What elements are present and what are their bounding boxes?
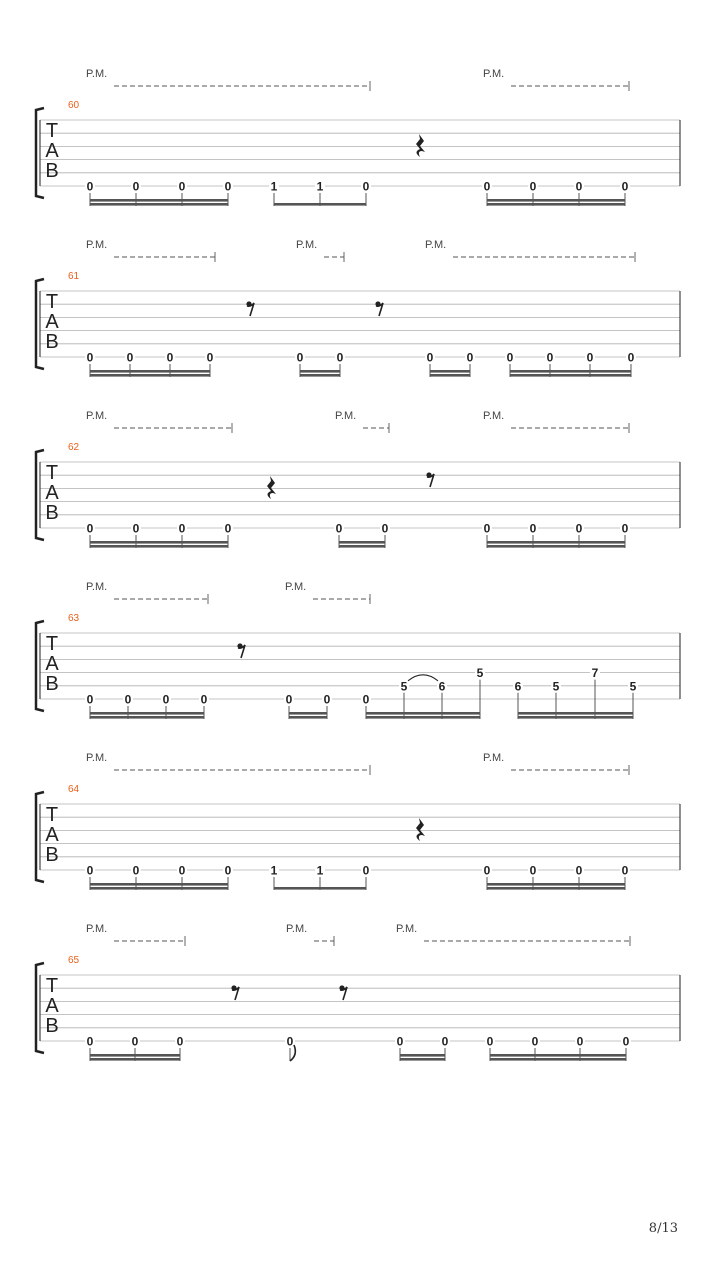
beam [274, 203, 366, 206]
fret-number: 0 [396, 1034, 404, 1049]
tab-clef-letter: T [45, 120, 59, 142]
beam [90, 712, 204, 715]
beam [510, 370, 631, 373]
beam [490, 1058, 626, 1061]
tab-clef-letter: A [45, 482, 59, 504]
tab-clef-letter: T [45, 804, 59, 826]
fret-number: 0 [483, 179, 491, 194]
fret-number: 0 [627, 350, 635, 365]
fret-number: 6 [438, 679, 446, 694]
fret-number: 0 [86, 179, 94, 194]
palm-mute-label: P.M. [86, 923, 108, 935]
fret-number: 6 [514, 679, 522, 694]
tab-clef-letter: B [45, 331, 59, 353]
beam [487, 199, 625, 202]
palm-mute-label: P.M. [286, 923, 308, 935]
beam [300, 370, 340, 373]
tab-clef-letter: B [45, 844, 59, 866]
measure-number: 62 [68, 442, 80, 453]
fret-number: 0 [86, 350, 94, 365]
beam [487, 203, 625, 206]
fret-number: 0 [162, 692, 170, 707]
fret-number: 0 [362, 692, 370, 707]
fret-number: 0 [576, 1034, 584, 1049]
fret-number: 0 [483, 863, 491, 878]
palm-mute-label: P.M. [335, 410, 357, 422]
beam [430, 370, 470, 373]
quarter-rest [416, 134, 425, 157]
fret-number: 0 [176, 1034, 184, 1049]
fret-number: 1 [270, 179, 278, 194]
fret-number: 0 [621, 863, 629, 878]
fret-number: 5 [552, 679, 560, 694]
measure-number: 61 [68, 271, 80, 282]
beam [487, 545, 625, 548]
beam [90, 716, 204, 719]
fret-number: 1 [316, 863, 324, 878]
fret-number: 0 [178, 863, 186, 878]
beam [90, 370, 210, 373]
tab-clef-letter: T [45, 633, 59, 655]
fret-number: 0 [323, 692, 331, 707]
fret-number: 0 [362, 863, 370, 878]
fret-number: 0 [362, 179, 370, 194]
fret-number: 0 [586, 350, 594, 365]
beam [90, 541, 228, 544]
fret-number: 0 [426, 350, 434, 365]
fret-number: 0 [86, 1034, 94, 1049]
fret-number: 5 [629, 679, 637, 694]
palm-mute-label: P.M. [396, 923, 418, 935]
fret-number: 0 [224, 179, 232, 194]
beam [90, 887, 228, 890]
fret-number: 0 [575, 521, 583, 536]
fret-number: 0 [575, 179, 583, 194]
fret-number: 0 [132, 863, 140, 878]
palm-mute-label: P.M. [86, 581, 108, 593]
beam [487, 541, 625, 544]
fret-number: 0 [286, 1034, 294, 1049]
beam [518, 716, 633, 719]
fret-number: 0 [486, 1034, 494, 1049]
palm-mute-label: P.M. [285, 581, 307, 593]
quarter-rest [416, 818, 425, 841]
fret-number: 0 [178, 521, 186, 536]
measure-number: 64 [68, 784, 80, 795]
quarter-rest [267, 476, 276, 499]
beam [90, 199, 228, 202]
fret-number: 0 [381, 521, 389, 536]
beam [487, 883, 625, 886]
beam [339, 541, 385, 544]
fret-number: 0 [441, 1034, 449, 1049]
tab-clef-letter: A [45, 824, 59, 846]
palm-mute-label: P.M. [483, 68, 505, 80]
page-number: 8/13 [648, 1221, 678, 1236]
tab-clef-letter: A [45, 995, 59, 1017]
fret-number: 0 [86, 521, 94, 536]
beam [90, 374, 210, 377]
tab-clef-letter: A [45, 653, 59, 675]
slur [408, 675, 438, 681]
tab-clef-letter: T [45, 291, 59, 313]
fret-number: 0 [200, 692, 208, 707]
palm-mute-label: P.M. [425, 239, 447, 251]
fret-number: 0 [506, 350, 514, 365]
tab-clef-letter: A [45, 140, 59, 162]
fret-number: 0 [224, 863, 232, 878]
fret-number: 0 [224, 521, 232, 536]
measure-number: 65 [68, 955, 80, 966]
tab-clef-letter: T [45, 462, 59, 484]
beam [490, 1054, 626, 1057]
fret-number: 0 [546, 350, 554, 365]
beam [366, 716, 480, 719]
palm-mute-label: P.M. [86, 239, 108, 251]
beam [430, 374, 470, 377]
palm-mute-label: P.M. [86, 410, 108, 422]
beam [289, 716, 327, 719]
fret-number: 0 [285, 692, 293, 707]
fret-number: 0 [575, 863, 583, 878]
fret-number: 0 [126, 350, 134, 365]
beam [90, 1058, 180, 1061]
beam [487, 887, 625, 890]
fret-number: 0 [296, 350, 304, 365]
fret-number: 5 [400, 679, 408, 694]
beam [90, 1054, 180, 1057]
fret-number: 1 [270, 863, 278, 878]
fret-number: 0 [124, 692, 132, 707]
fret-number: 5 [476, 666, 484, 681]
palm-mute-label: P.M. [86, 68, 108, 80]
beam [90, 545, 228, 548]
palm-mute-label: P.M. [296, 239, 318, 251]
fret-number: 0 [621, 521, 629, 536]
fret-number: 0 [132, 521, 140, 536]
fret-number: 0 [166, 350, 174, 365]
beam [274, 887, 366, 890]
beam [518, 712, 633, 715]
palm-mute-label: P.M. [86, 752, 108, 764]
tab-clef-letter: A [45, 311, 59, 333]
beam [510, 374, 631, 377]
fret-number: 0 [529, 179, 537, 194]
measure-number: 60 [68, 100, 80, 111]
fret-number: 0 [132, 179, 140, 194]
beam [366, 712, 480, 715]
beam [90, 883, 228, 886]
beam [90, 203, 228, 206]
fret-number: 0 [621, 179, 629, 194]
fret-number: 0 [86, 692, 94, 707]
beam [289, 712, 327, 715]
fret-number: 7 [591, 666, 599, 681]
beam [300, 374, 340, 377]
fret-number: 0 [335, 521, 343, 536]
fret-number: 0 [529, 863, 537, 878]
tab-clef-letter: B [45, 160, 59, 182]
fret-number: 1 [316, 179, 324, 194]
fret-number: 0 [178, 179, 186, 194]
palm-mute-label: P.M. [483, 752, 505, 764]
fret-number: 0 [529, 521, 537, 536]
tab-clef-letter: B [45, 502, 59, 524]
fret-number: 0 [466, 350, 474, 365]
tab-clef-letter: T [45, 975, 59, 997]
fret-number: 0 [483, 521, 491, 536]
fret-number: 0 [531, 1034, 539, 1049]
palm-mute-label: P.M. [483, 410, 505, 422]
tab-clef-letter: B [45, 673, 59, 695]
beam [339, 545, 385, 548]
measure-number: 63 [68, 613, 80, 624]
beam [400, 1058, 445, 1061]
fret-number: 0 [336, 350, 344, 365]
fret-number: 0 [206, 350, 214, 365]
tab-clef-letter: B [45, 1015, 59, 1037]
fret-number: 0 [131, 1034, 139, 1049]
fret-number: 0 [622, 1034, 630, 1049]
fret-number: 0 [86, 863, 94, 878]
beam [400, 1054, 445, 1057]
